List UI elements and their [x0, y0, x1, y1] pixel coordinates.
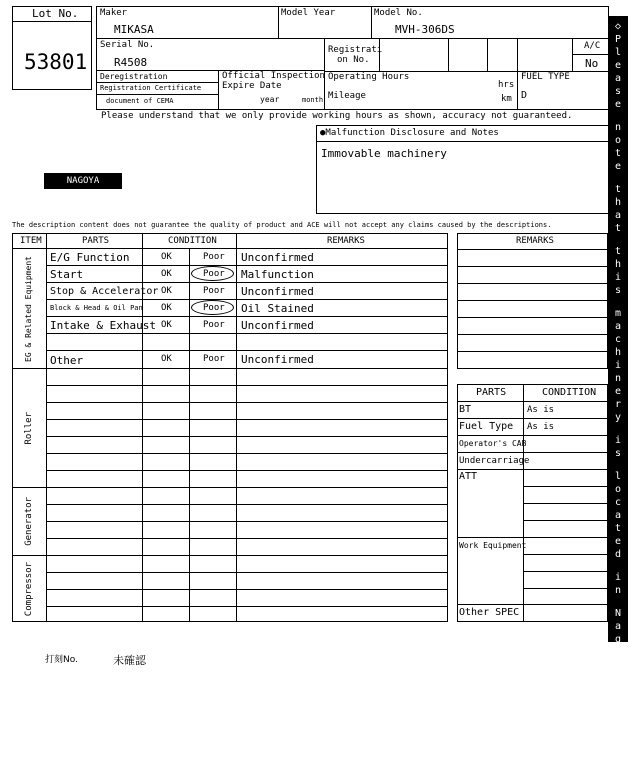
- cond-ok: OK: [161, 303, 172, 313]
- part-undercarriage: Undercarriage: [459, 456, 530, 466]
- side-note-char: [608, 173, 628, 183]
- poor-circle-mark: [191, 266, 234, 281]
- registration-certificate-label: Registration Certificate: [100, 84, 202, 92]
- part-fuel-type: Fuel Type: [459, 421, 514, 432]
- remark: Unconfirmed: [241, 285, 314, 298]
- side-note-char: n: [614, 122, 622, 133]
- cond-poor: Poor: [203, 320, 225, 330]
- side-note-char: y: [614, 660, 622, 671]
- side-note-char: [608, 424, 628, 434]
- part-block-head-oil-pan: Block & Head & Oil Pan: [50, 304, 143, 312]
- inspection-label: Official Inspection: [222, 71, 325, 81]
- side-note-char: y: [614, 412, 622, 423]
- cond-ok: OK: [161, 252, 172, 262]
- side-note-char: t: [614, 184, 622, 195]
- ac-label: A/C: [584, 41, 601, 51]
- header-item: ITEM: [20, 236, 42, 246]
- km-label: km: [501, 94, 512, 104]
- side-note-char: s: [614, 86, 622, 97]
- cond-poor: Poor: [203, 303, 225, 313]
- model-year-label: Model Year: [281, 8, 336, 18]
- serial-label: Serial No.: [100, 40, 155, 50]
- part-eg-function: E/G Function: [50, 251, 130, 264]
- side-note-char: l: [614, 47, 622, 58]
- header-condition: CONDITION: [168, 236, 217, 246]
- cond-ok: OK: [161, 269, 172, 279]
- part-intake-exhaust: Intake & Exhaust: [50, 319, 156, 332]
- hrs-label: hrs: [498, 80, 515, 90]
- part-start: Start: [50, 268, 84, 281]
- poor-circle-mark: [191, 300, 234, 315]
- side-note-char: g: [614, 634, 622, 645]
- section-compressor: Compressor: [23, 561, 34, 617]
- cond-poor: Poor: [203, 269, 225, 279]
- maker-label: Maker: [100, 8, 128, 18]
- side-note-char: d: [614, 735, 622, 746]
- stamp-label: 打刻No.: [45, 655, 78, 665]
- header-parts: PARTS: [82, 236, 110, 246]
- stamp-value: 未確認: [113, 654, 146, 667]
- malfunction-title: ●Malfunction Disclosure and Notes: [320, 128, 499, 138]
- condition-bt: As is: [527, 405, 555, 415]
- side-note-char: n: [614, 585, 622, 596]
- malfunction-box: [316, 125, 609, 214]
- side-note-char: ◇: [614, 748, 622, 759]
- side-note-char: [608, 597, 628, 607]
- side-note-char: e: [614, 99, 622, 110]
- model-no-value: MVH-306DS: [395, 23, 455, 36]
- side-note-char: d: [614, 549, 622, 560]
- condition-header: CONDITION: [542, 387, 597, 398]
- header-remarks: REMARKS: [327, 236, 365, 246]
- cond-ok: OK: [161, 286, 172, 296]
- cond-poor: Poor: [203, 286, 225, 296]
- side-note-char: a: [614, 321, 622, 332]
- part-other: Other: [50, 354, 84, 367]
- side-note-char: m: [614, 308, 622, 319]
- cond-ok: OK: [161, 354, 172, 364]
- month-label: month: [302, 96, 324, 104]
- side-note-char: [608, 111, 628, 121]
- side-note-char: [608, 685, 628, 695]
- side-note-char: a: [614, 709, 622, 720]
- side-note-char: [608, 297, 628, 307]
- side-note-char: e: [614, 386, 622, 397]
- cond-poor: Poor: [203, 354, 225, 364]
- part-operator-cab: Operator's CAB: [459, 439, 527, 448]
- part-att: ATT: [459, 471, 478, 482]
- condition-fuel-type: As is: [527, 422, 555, 432]
- side-note-char: a: [614, 673, 622, 684]
- mileage-label: Mileage: [328, 91, 366, 101]
- cond-ok: OK: [161, 320, 172, 330]
- side-note: [608, 16, 628, 759]
- side-note-char: l: [614, 471, 622, 482]
- part-work-equipment: Work Equipment: [459, 541, 527, 550]
- section-eg: EG & Related Equipment: [24, 255, 33, 362]
- right-remarks-header: REMARKS: [516, 236, 554, 246]
- side-note-char: e: [614, 60, 622, 71]
- side-note-char: o: [614, 135, 622, 146]
- operating-hours-label: Operating Hours: [328, 72, 410, 82]
- side-note-char: h: [614, 259, 622, 270]
- side-note-char: i: [614, 435, 622, 446]
- side-note-char: o: [614, 484, 622, 495]
- side-note-char: Y: [614, 696, 622, 707]
- location-badge-label: NAGOYA: [66, 176, 100, 186]
- lot-no-label: Lot No.: [32, 7, 79, 20]
- cema-label: document of CEMA: [106, 97, 174, 105]
- parts-header: PARTS: [476, 387, 507, 398]
- side-note-char: e: [614, 536, 622, 547]
- side-note-char: h: [614, 197, 622, 208]
- side-note-char: t: [614, 246, 622, 257]
- side-note-char: t: [614, 223, 622, 234]
- side-note-char: a: [614, 510, 622, 521]
- lot-no-value: 53801: [24, 50, 88, 74]
- part-stop-accelerator: Stop & Accelerator: [50, 286, 159, 297]
- side-note-char: ◇: [614, 21, 622, 32]
- side-note-char: s: [614, 285, 622, 296]
- side-note-char: [608, 561, 628, 571]
- side-note-char: [608, 235, 628, 245]
- maker-value: MIKASA: [114, 23, 154, 36]
- malfunction-text: Immovable machinery: [321, 147, 447, 160]
- side-note-char: t: [614, 148, 622, 159]
- side-note-char: [608, 460, 628, 470]
- right-remarks-table: [457, 233, 608, 369]
- remark: Malfunction: [241, 268, 314, 281]
- section-generator: Generator: [23, 497, 34, 546]
- serial-value: R4508: [114, 56, 148, 69]
- part-other-spec: Other SPEC: [459, 607, 520, 618]
- model-no-label: Model No.: [374, 8, 423, 18]
- registration-label-2: on No.: [337, 55, 370, 65]
- side-note-char: i: [614, 272, 622, 283]
- side-note-char: h: [614, 347, 622, 358]
- side-note-char: a: [614, 621, 622, 632]
- remark: Unconfirmed: [241, 353, 314, 366]
- side-note-char: e: [614, 161, 622, 172]
- side-note-char: i: [614, 572, 622, 583]
- side-note-char: r: [614, 399, 622, 410]
- year-label: year: [260, 95, 280, 104]
- side-note-char: t: [614, 523, 622, 534]
- remark: Oil Stained: [241, 302, 314, 315]
- cond-poor: Poor: [203, 252, 225, 262]
- side-note-char: N: [614, 608, 622, 619]
- side-note-char: c: [614, 497, 622, 508]
- working-hours-note: Please understand that we only provide working hours as shown, accuracy not guaranteed.: [101, 111, 573, 121]
- side-note-char: s: [614, 448, 622, 459]
- registration-label: Registrati: [328, 45, 383, 55]
- side-note-char: n: [614, 373, 622, 384]
- disclaimer: The description content does not guarantee the quality of product and ACE will not accept any claims caused by the descriptions.: [12, 221, 552, 229]
- side-note-char: c: [614, 334, 622, 345]
- ac-value: No: [585, 57, 599, 70]
- side-note-char: a: [614, 210, 622, 221]
- fuel-type-label: FUEL TYPE: [521, 72, 570, 82]
- side-note-char: o: [614, 647, 622, 658]
- side-note-char: r: [614, 722, 622, 733]
- fuel-type-value: D: [521, 90, 528, 101]
- part-bt: BT: [459, 404, 472, 415]
- location-badge: [44, 173, 122, 189]
- deregistration-label: Deregistration: [100, 72, 168, 81]
- remark: Unconfirmed: [241, 319, 314, 332]
- remark: Unconfirmed: [241, 251, 314, 264]
- side-note-char: a: [614, 73, 622, 84]
- side-note-char: P: [614, 34, 622, 45]
- inspection-label-2: Expire Date: [222, 81, 282, 91]
- side-note-char: i: [614, 360, 622, 371]
- section-roller: Roller: [23, 411, 34, 445]
